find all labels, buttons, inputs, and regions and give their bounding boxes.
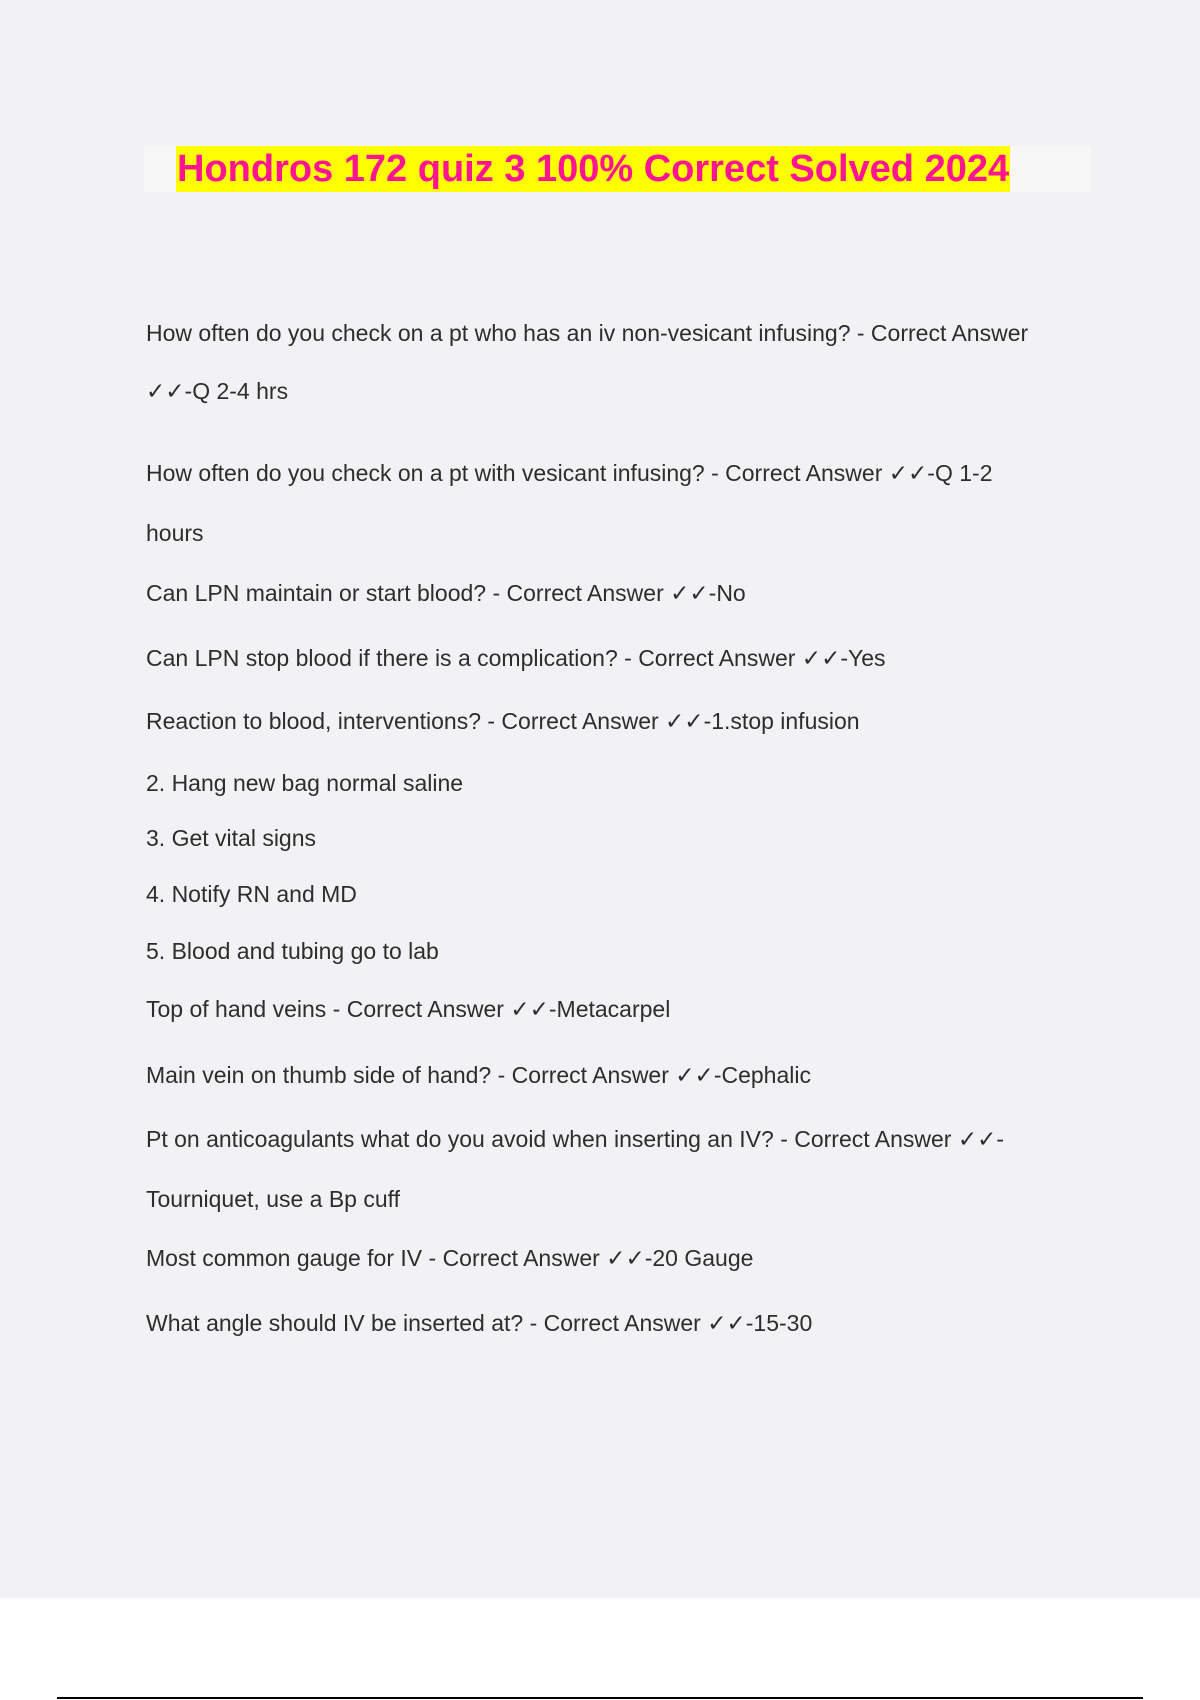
qa-line: 4. Notify RN and MD	[146, 881, 357, 907]
qa-line: Can LPN stop blood if there is a complication? - Correct Answer ✓✓-Yes	[146, 645, 886, 671]
footer-rule	[57, 1697, 1143, 1699]
qa-line: Tourniquet, use a Bp cuff	[146, 1186, 401, 1212]
qa-line: ✓✓-Q 2-4 hrs	[146, 378, 289, 404]
document-title: Hondros 172 quiz 3 100% Correct Solved 2024	[177, 148, 1010, 190]
qa-line: 2. Hang new bag normal saline	[146, 770, 464, 796]
qa-line: How often do you check on a pt with vesicant infusing? - Correct Answer ✓✓-Q 1-2	[146, 460, 993, 486]
qa-line: Top of hand veins - Correct Answer ✓✓-Metacarpel	[146, 996, 671, 1022]
qa-line: 5. Blood and tubing go to lab	[146, 938, 439, 964]
qa-line: Main vein on thumb side of hand? - Correct Answer ✓✓-Cephalic	[146, 1062, 811, 1088]
qa-line: Can LPN maintain or start blood? - Correct Answer ✓✓-No	[146, 580, 746, 606]
qa-line: What angle should IV be inserted at? - Correct Answer ✓✓-15-30	[146, 1310, 813, 1336]
qa-line: How often do you check on a pt who has an iv non-vesicant infusing? - Correct Answer	[146, 320, 1029, 346]
qa-line: Pt on anticoagulants what do you avoid when inserting an IV? - Correct Answer ✓✓-	[146, 1126, 1005, 1152]
qa-line: Reaction to blood, interventions? - Correct Answer ✓✓-1.stop infusion	[146, 708, 860, 734]
qa-line: Most common gauge for IV - Correct Answer ✓✓-20 Gauge	[146, 1245, 754, 1271]
qa-line: 3. Get vital signs	[146, 825, 317, 851]
qa-line: hours	[146, 520, 204, 546]
